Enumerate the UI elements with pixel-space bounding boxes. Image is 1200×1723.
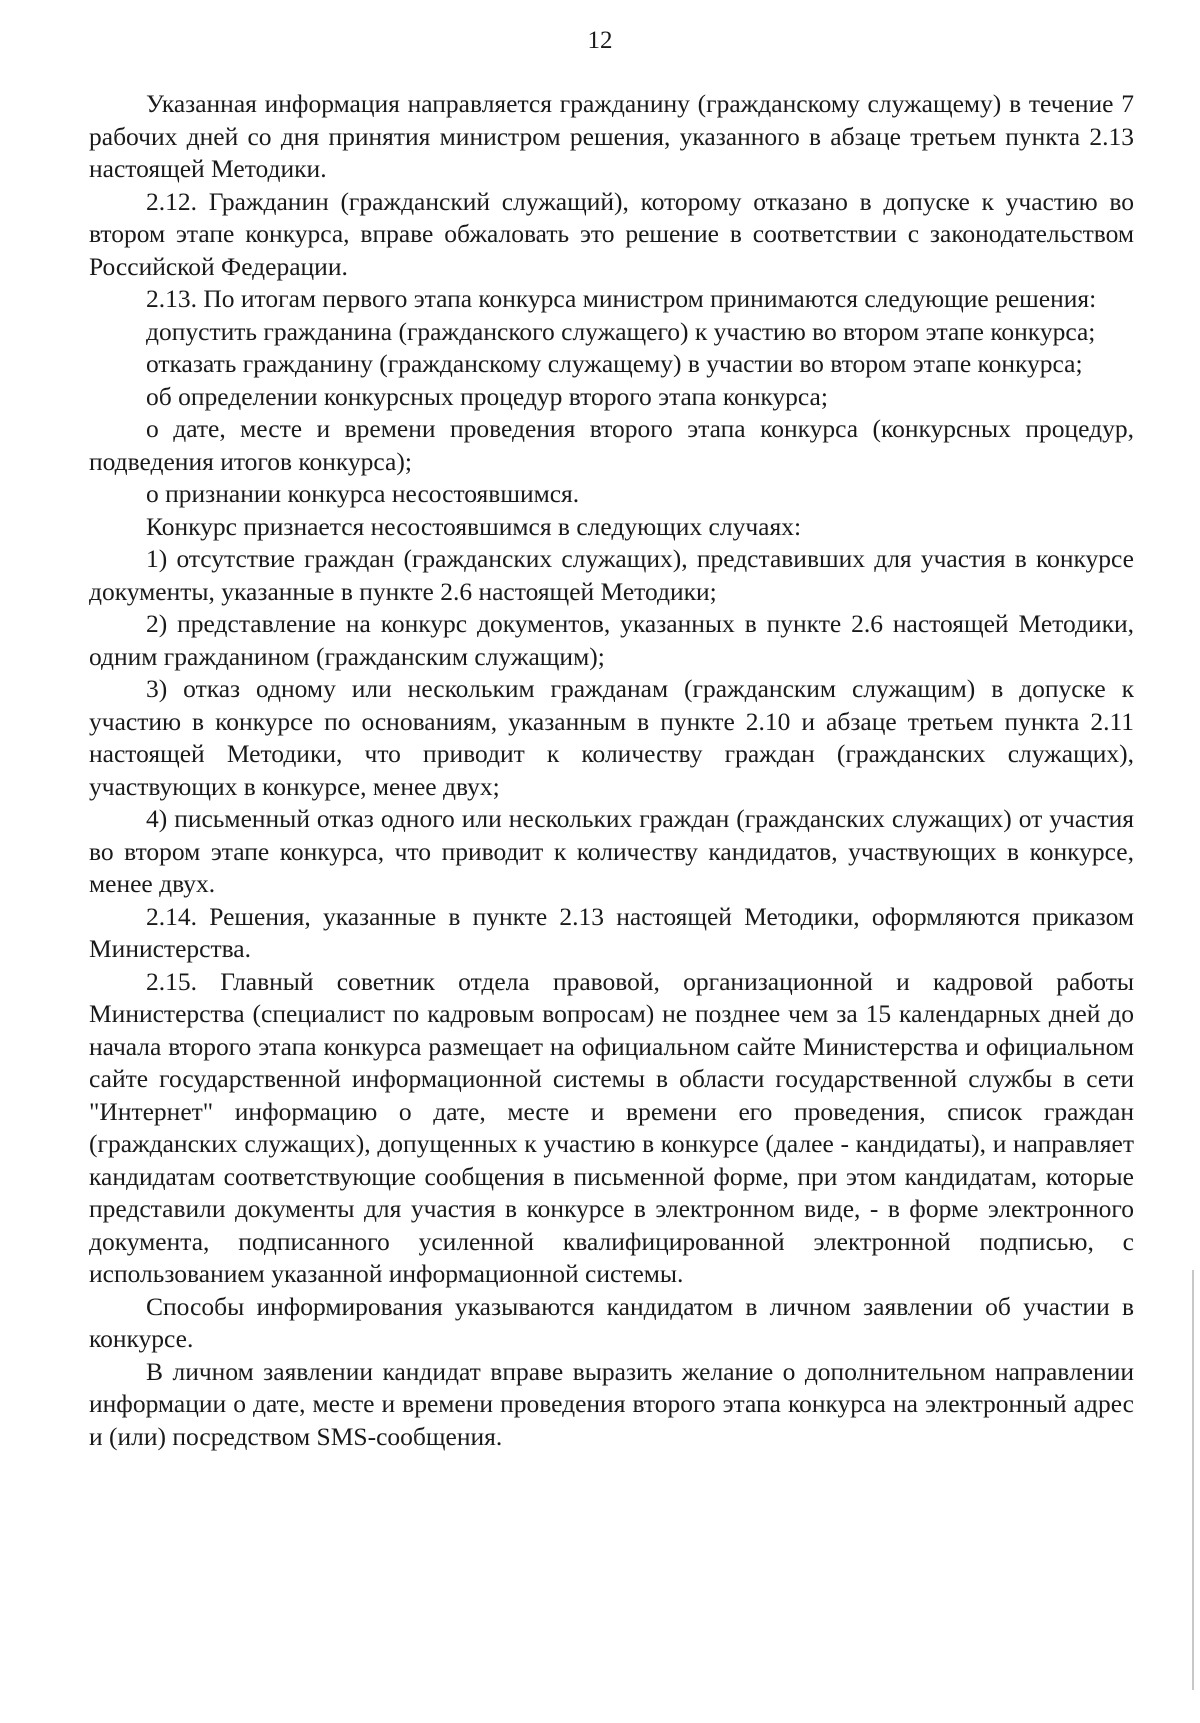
paragraph: Конкурс признается несостоявшимся в следующих случаях: — [146, 511, 802, 541]
paragraph: об определении конкурсных процедур второго этапа конкурса; — [146, 381, 828, 411]
document-body — [89, 88, 1134, 1453]
paragraph: 2.12. Гражданин (гражданский служащий), которому отказано в допуске к участию во втором этапе конкурса, вправе обжаловать это решение в соответствии с законодательством Российской Федерации. — [89, 186, 1134, 281]
paragraph: 2.14. Решения, указанные в пункте 2.13 настоящей Методики, оформляются приказом Министерства. — [89, 901, 1134, 963]
page-number: 12 — [587, 27, 613, 54]
paragraph: В личном заявлении кандидат вправе выразить желание о дополнительном направлении информации о дате, месте и времени проведения второго этапа конкурса на электронный адрес и (или) посредством SMS-сообщения. — [89, 1356, 1134, 1451]
paragraph: 2) представление на конкурс документов, указанных в пункте 2.6 настоящей Методики, одним гражданином (гражданским служащим); — [89, 609, 1134, 671]
paragraph: Способы информирования указываются кандидатом в личном заявлении об участии в конкурсе. — [89, 1291, 1134, 1353]
paragraph: Указанная информация направляется гражданину (гражданскому служащему) в течение 7 рабочих дней со дня принятия министром решения, указанного в абзаце третьем пункта 2.13 настоящей Методики. — [89, 89, 1134, 183]
paragraph: о дате, месте и времени проведения второго этапа конкурса (конкурсных процедур, подведения итогов конкурса); — [89, 414, 1134, 476]
paragraph: 4) письменный отказ одного или нескольких граждан (гражданских служащих) от участия во втором этапе конкурса, что приводит к количеству кандидатов, участвующих в конкурсе, менее двух. — [89, 804, 1134, 898]
paragraph: 2.15. Главный советник отдела правовой, организационной и кадровой работы Министерства (специалист по кадровым вопросам) не позднее чем за 15 календарных дней до начала второго этапа конкурса размещает на официальном сайте Министерства и официальном сайте государственной информационной системы в области государственной службы в сети "Интернет" информацию о дате, месте и времени его проведения, список граждан (гражданских служащих), допущенных к участию в конкурсе (далее - кандидаты), и направляет кандидатам соответствующие сообщения в письменной форме, при этом кандидатам, которые представили документы для участия в конкурсе в электронном виде, - в форме электронного документа, подписанного усиленной квалифицированной электронной подписью, с использованием указанной информационной системы. — [89, 966, 1134, 1288]
scan-edge-mark — [1192, 1270, 1194, 1690]
paragraph: 3) отказ одному или нескольким гражданам (гражданским служащим) в допуске к участию в конкурсе по основаниям, указанным в пункте 2.10 и абзаце третьем пункта 2.11 настоящей Методики, что приводит к количеству граждан (гражданских служащих), участвующих в конкурсе, менее двух; — [89, 674, 1134, 801]
paragraph: 2.13. По итогам первого этапа конкурса министром принимаются следующие решения: — [146, 284, 1097, 313]
paragraph: отказать гражданину (гражданскому служащему) в участии во втором этапе конкурса; — [146, 349, 1083, 378]
paragraph: о признании конкурса несостоявшимся. — [146, 479, 580, 508]
paragraph: допустить гражданина (гражданского служащего) к участию во втором этапе конкурса; — [146, 316, 1096, 346]
paragraph: 1) отсутствие граждан (гражданских служащих), представивших для участия в конкурсе документы, указанные в пункте 2.6 настоящей Методики; — [89, 544, 1134, 606]
